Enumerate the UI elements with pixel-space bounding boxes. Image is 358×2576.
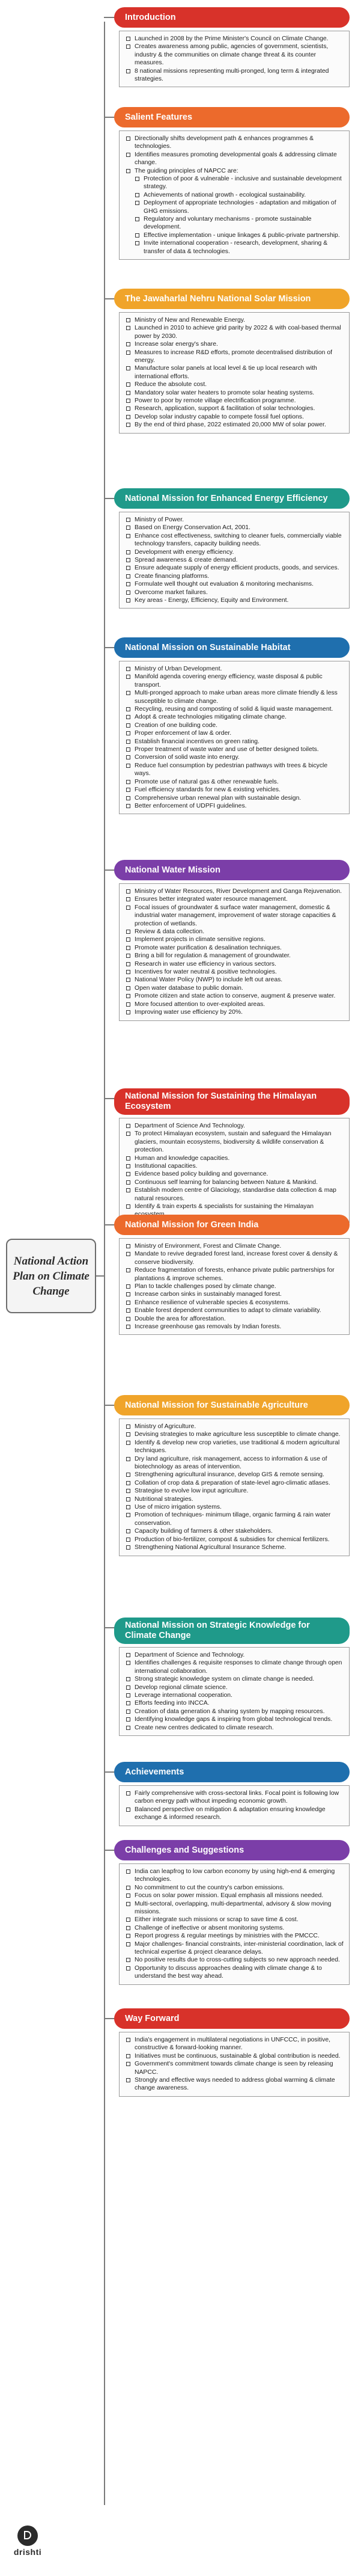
section-header xyxy=(114,1088,350,1115)
list-item: Government's commitment towards climate change is seen by releasing NAPCC. xyxy=(126,2060,344,2076)
section-introduction xyxy=(106,7,350,87)
list-item: Report progress & regular meetings by ministries with the PMCCC. xyxy=(126,1932,344,1940)
list-item: Ministry of Power. xyxy=(126,516,344,524)
list-item: Fairly comprehensive with cross-sectoral links. Focal point is following low carbon energy path without impeding economic growth. xyxy=(126,1789,344,1806)
list-item: Creates awareness among public, agencies of government, scientists, industry & the communities on climate change threat & its counter measures. xyxy=(126,43,344,67)
list-item: Incentives for water neutral & positive technologies. xyxy=(126,968,344,976)
list-item: Institutional capacities. xyxy=(126,1162,344,1170)
section-content-box xyxy=(119,312,350,434)
section-header xyxy=(114,1840,350,1860)
section-content-box xyxy=(119,661,350,814)
section-connector xyxy=(104,17,115,18)
section-title: Salient Features xyxy=(125,112,193,122)
list-item: Identifies challenges & requisite responses to climate change through open international collaboration. xyxy=(126,1659,344,1675)
list-item: Ministry of New and Renewable Energy. xyxy=(126,316,344,324)
section-connector xyxy=(104,1098,115,1099)
list-item: Promotion of techniques- minimum tillage, organic farming & rain water conservation. xyxy=(126,1511,344,1527)
list-item: Manifold agenda covering energy efficiency, waste disposal & public transport. xyxy=(126,673,344,689)
list-item: Strategise to evolve low input agriculture. xyxy=(126,1487,344,1495)
section-title: National Mission on Strategic Knowledge for Climate Change xyxy=(125,1621,310,1640)
list-item: Strengthening agricultural insurance, develop GIS & remote sensing. xyxy=(126,1471,344,1479)
list-item: Efforts feeding into INCCA. xyxy=(126,1699,344,1707)
bullet-list xyxy=(126,1651,344,1732)
list-item: Ministry of Environment, Forest and Climate Change. xyxy=(126,1242,344,1250)
list-item: Increase greenhouse gas removals by Indian forests. xyxy=(126,1323,344,1331)
list-item: Research, application, support & facilitation of solar technologies. xyxy=(126,405,344,412)
bullet-list xyxy=(126,1122,344,1219)
list-item: Create financing platforms. xyxy=(126,572,344,580)
list-item: Ensures better integrated water resource management. xyxy=(126,895,344,903)
section-title: National Mission for Enhanced Energy Efficiency xyxy=(125,493,328,503)
list-item: To protect Himalayan ecosystem, sustain and safeguard the Himalayan glaciers, mountain ecosystems, biodiversity & wildlife conservation & protection. xyxy=(126,1130,344,1154)
bullet-list xyxy=(126,888,344,1017)
list-item: Mandatory solar water heaters to promote solar heating systems. xyxy=(126,389,344,397)
section-header xyxy=(114,2008,350,2029)
bullet-list xyxy=(126,35,344,83)
section-title: National Water Mission xyxy=(125,865,220,875)
section-title: Way Forward xyxy=(125,2013,180,2023)
list-item: Recycling, reusing and composting of solid & liquid waste management. xyxy=(126,705,344,713)
list-item: Enhance cost effectiveness, switching to cleaner fuels, commercially viable technology transfers, capacity building needs. xyxy=(126,532,344,548)
section-title: Challenges and Suggestions xyxy=(125,1845,244,1855)
list-item: Invite international cooperation - research, development, sharing & transfer of data & technologies. xyxy=(126,239,344,256)
center-node xyxy=(6,1239,96,1313)
bullet-list xyxy=(126,1423,344,1552)
list-item: Identify & develop new crop varieties, use traditional & modern agricultural techniques. xyxy=(126,1439,344,1455)
section-title: Introduction xyxy=(125,12,176,22)
section-content-box xyxy=(119,1238,350,1335)
list-item: Proper treatment of waste water and use of better designed toilets. xyxy=(126,746,344,753)
section-sustainable-agriculture xyxy=(106,1395,350,1556)
list-item: Creation of data generation & sharing system by mapping resources. xyxy=(126,1708,344,1716)
list-item: No commitment to cut the country's carbon emissions. xyxy=(126,1884,344,1892)
section-connector xyxy=(104,1850,115,1851)
list-item: Challenge of ineffective or absent monitoring systems. xyxy=(126,1924,344,1932)
list-item: More focused attention to over-exploited areas. xyxy=(126,1001,344,1008)
list-item: Multi-pronged approach to make urban areas more climate friendly & less susceptible to climate change. xyxy=(126,689,344,705)
list-item: Continuous self learning for balancing between Nature & Mankind. xyxy=(126,1179,344,1186)
section-challenges xyxy=(106,1840,350,1985)
list-item: Improving water use efficiency by 20%. xyxy=(126,1008,344,1016)
list-item: India can leapfrog to low carbon economy by using high-end & emerging technologies. xyxy=(126,1868,344,1884)
list-item: Use of micro irrigation systems. xyxy=(126,1503,344,1511)
section-content-box xyxy=(119,512,350,609)
section-connector xyxy=(104,1771,115,1773)
section-content-box xyxy=(119,1785,350,1826)
list-item: Launched in 2008 by the Prime Minister's Council on Climate Change. xyxy=(126,35,344,43)
list-item: Ensure adequate supply of energy efficient products, goods, and services. xyxy=(126,564,344,572)
list-item: Major challenges- financial constraints, inter-ministerial coordination, lack of technical expertise & project clearance delays. xyxy=(126,1940,344,1957)
list-item: Enhance resilience of vulnerable species & ecosystems. xyxy=(126,1299,344,1307)
list-item: Measures to increase R&D efforts, promote decentralised distribution of energy. xyxy=(126,349,344,365)
section-connector xyxy=(104,117,115,118)
list-item: Collation of crop data & preparation of state-level agro-climatic atlases. xyxy=(126,1479,344,1487)
list-item: Identifies measures promoting developmental goals & addressing climate change. xyxy=(126,151,344,167)
section-water-mission xyxy=(106,860,350,1021)
section-title: Achievements xyxy=(125,1767,184,1777)
list-item: Develop regional climate science. xyxy=(126,1684,344,1691)
list-item: Establish modern centre of Glaciology, standardise data collection & map natural resources. xyxy=(126,1186,344,1203)
bullet-list xyxy=(126,665,344,810)
list-item: Research in water use efficiency in various sectors. xyxy=(126,960,344,968)
list-item: National Water Policy (NWP) to include left out areas. xyxy=(126,976,344,984)
list-item: Establish financial incentives on green rating. xyxy=(126,738,344,746)
section-title: National Mission for Sustainable Agriculture xyxy=(125,1400,308,1410)
section-content-box xyxy=(119,1418,350,1556)
list-item: Human and knowledge capacities. xyxy=(126,1155,344,1162)
section-strategic-knowledge xyxy=(106,1618,350,1736)
list-item: Capacity building of farmers & other stakeholders. xyxy=(126,1527,344,1535)
logo-mark-icon xyxy=(17,2525,38,2546)
drishti-logo xyxy=(10,2525,46,2574)
list-item: Formulate well thought out evaluation & monitoring mechanisms. xyxy=(126,580,344,588)
list-item: Reduce fuel consumption by pedestrian pathways with trees & bicycle ways. xyxy=(126,762,344,778)
list-item: Ministry of Urban Development. xyxy=(126,665,344,673)
list-item: Reduce fragmentation of forests, enhance private public partnerships for plantations & improve schemes. xyxy=(126,1266,344,1283)
list-item: No positive results due to cross-cutting subjects so new approach needed. xyxy=(126,1956,344,1964)
section-connector xyxy=(104,647,115,648)
section-content-box xyxy=(119,2032,350,2097)
bullet-list xyxy=(126,135,344,256)
section-connector xyxy=(104,1405,115,1406)
section-content-box xyxy=(119,31,350,87)
list-item: Develop solar industry capable to compete fossil fuel options. xyxy=(126,413,344,421)
list-item: Either integrate such missions or scrap to save time & cost. xyxy=(126,1916,344,1924)
section-himalayan-ecosystem xyxy=(106,1088,350,1223)
section-connector xyxy=(104,869,115,871)
list-item: Deployment of appropriate technologies - adaptation and mitigation of GHG emissions. xyxy=(126,199,344,215)
list-item: Initiatives must be continuous, sustainable & global contribution is needed. xyxy=(126,2052,344,2060)
list-item: Dry land agriculture, risk management, access to information & use of biotechnology as areas of intervention. xyxy=(126,1455,344,1471)
bullet-list xyxy=(126,1789,344,1822)
section-connector xyxy=(104,298,115,299)
list-item: Create new centres dedicated to climate research. xyxy=(126,1724,344,1732)
section-connector xyxy=(104,498,115,499)
list-item: Proper enforcement of law & order. xyxy=(126,729,344,737)
section-content-box xyxy=(119,883,350,1021)
list-item: By the end of third phase, 2022 estimated 20,000 MW of solar power. xyxy=(126,421,344,429)
section-green-india xyxy=(106,1215,350,1335)
section-connector xyxy=(104,1224,115,1225)
list-item: Fuel efficiency standards for new & existing vehicles. xyxy=(126,786,344,794)
list-item: The guiding principles of NAPCC are: xyxy=(126,167,344,175)
section-content-box xyxy=(119,1647,350,1736)
list-item: Ministry of Water Resources, River Development and Ganga Rejuvenation. xyxy=(126,888,344,895)
list-item: Protection of poor & vulnerable - inclusive and sustainable development strategy. xyxy=(126,175,344,191)
section-connector xyxy=(104,1627,115,1628)
list-item: Department of Science And Technology. xyxy=(126,1122,344,1130)
section-header xyxy=(114,289,350,309)
list-item: Strong strategic knowledge system on climate change is needed. xyxy=(126,1675,344,1683)
list-item: Ministry of Agriculture. xyxy=(126,1423,344,1431)
section-header xyxy=(114,637,350,658)
bullet-list xyxy=(126,1868,344,1981)
bullet-list xyxy=(126,316,344,429)
section-header xyxy=(114,1762,350,1782)
list-item: Open water database to public domain. xyxy=(126,984,344,992)
list-item: Balanced perspective on mitigation & adaptation ensuring knowledge exchange & informed research. xyxy=(126,1806,344,1822)
list-item: Promote water purification & desalination techniques. xyxy=(126,944,344,952)
list-item: Strongly and effective ways needed to address global warming & climate change awareness. xyxy=(126,2076,344,2093)
list-item: Overcome market failures. xyxy=(126,589,344,596)
list-item: Department of Science and Technology. xyxy=(126,1651,344,1659)
list-item: Power to poor by remote village electrification programme. xyxy=(126,397,344,405)
list-item: Enable forest dependent communities to adapt to climate variability. xyxy=(126,1307,344,1314)
section-salient-features xyxy=(106,107,350,260)
list-item: Review & data collection. xyxy=(126,928,344,936)
section-header xyxy=(114,488,350,509)
list-item: Launched in 2010 to achieve grid parity by 2022 & with coal-based thermal power by 2030. xyxy=(126,324,344,340)
list-item: Multi-sectoral, overlapping, multi-departmental, advisory & slow moving missions. xyxy=(126,1900,344,1916)
section-content-box xyxy=(119,130,350,260)
section-energy-efficiency xyxy=(106,488,350,609)
list-item: Focus on solar power mission. Equal emphasis all missions needed. xyxy=(126,1892,344,1900)
list-item: Better enforcement of UDPFI guidelines. xyxy=(126,802,344,810)
list-item: Achievements of national growth - ecological sustainability. xyxy=(126,191,344,199)
list-item: Creation of one building code. xyxy=(126,722,344,729)
list-item: Production of bio-fertilizer, compost & subsidies for chemical fertilizers. xyxy=(126,1536,344,1544)
list-item: Identify & train experts & specialists for sustaining the Himalayan xyxy=(126,1203,344,1219)
section-title: National Mission for Sustaining the Himalayan Ecosystem xyxy=(125,1091,317,1111)
list-item: Directionally shifts development path & enhances programmes & technologies. xyxy=(126,135,344,151)
section-connector xyxy=(104,2018,115,2019)
section-header xyxy=(114,107,350,127)
list-item: Nutritional strategies. xyxy=(126,1495,344,1503)
section-title: National Mission on Sustainable Habitat xyxy=(125,642,291,652)
list-item: India's engagement in multilateral negotiations in UNFCCC, in positive, constructive & forward-looking manner. xyxy=(126,2036,344,2052)
list-item: Bring a bill for regulation & management of groundwater. xyxy=(126,952,344,960)
list-item: Regulatory and voluntary mechanisms - promote sustainable development. xyxy=(126,215,344,232)
logo-wordmark: drishti xyxy=(13,2547,42,2557)
list-item: Comprehensive urban renewal plan with sustainable design. xyxy=(126,794,344,802)
connector-spine xyxy=(104,22,105,2505)
center-connector xyxy=(96,1275,105,1277)
list-item: 8 national missions representing multi-pronged, long term & integrated strategies. xyxy=(126,67,344,84)
section-way-forward xyxy=(106,2008,350,2097)
section-content-box xyxy=(119,1863,350,1985)
section-header xyxy=(114,1395,350,1415)
list-item: Strengthening National Agricultural Insurance Scheme. xyxy=(126,1544,344,1551)
list-item: Increase solar energy's share. xyxy=(126,340,344,348)
list-item: Based on Energy Conservation Act, 2001. xyxy=(126,524,344,532)
list-item: Effective implementation - unique linkages & public-private partnership. xyxy=(126,232,344,239)
list-item: Manufacture solar panels at local level & tie up local research with international efforts. xyxy=(126,364,344,381)
section-content-box xyxy=(119,1118,350,1223)
bullet-list xyxy=(126,2036,344,2093)
list-item: Implement projects in climate sensitive regions. xyxy=(126,936,344,943)
section-header xyxy=(114,7,350,28)
list-item: Key areas - Energy, Efficiency, Equity and Environment. xyxy=(126,596,344,604)
list-item: Plan to tackle challenges posed by climate change. xyxy=(126,1283,344,1290)
list-item: Leverage international cooperation. xyxy=(126,1691,344,1699)
section-title: National Mission for Green India xyxy=(125,1219,259,1230)
section-solar-mission xyxy=(106,289,350,434)
list-item: Conversion of solid waste into energy. xyxy=(126,753,344,761)
list-item: Development with energy efficiency. xyxy=(126,548,344,556)
list-item: Evidence based policy building and governance. xyxy=(126,1170,344,1178)
section-achievements xyxy=(106,1762,350,1826)
section-header xyxy=(114,860,350,880)
section-title: The Jawaharlal Nehru National Solar Mission xyxy=(125,293,311,304)
list-item: Reduce the absolute cost. xyxy=(126,381,344,388)
list-item: Focal issues of groundwater & surface water management, domestic & industrial water management, improvement of water storage capacities & protection of wetlands. xyxy=(126,904,344,928)
list-item: Adopt & create technologies mitigating climate change. xyxy=(126,713,344,721)
section-header xyxy=(114,1215,350,1235)
list-item: Promote use of natural gas & other renewable fuels. xyxy=(126,778,344,786)
list-item: Promote citizen and state action to conserve, augment & preserve water. xyxy=(126,992,344,1000)
list-item: Increase carbon sinks in sustainably managed forest. xyxy=(126,1290,344,1298)
list-item: Spread awareness & create demand. xyxy=(126,556,344,564)
list-item: Opportunity to discuss approaches dealing with climate change & to understand the best way ahead. xyxy=(126,1964,344,1981)
list-item: Double the area for afforestation. xyxy=(126,1315,344,1323)
list-item: Identifying knowledge gaps & inspiring from global technological trends. xyxy=(126,1716,344,1723)
center-title: National Action Plan on Climate Change xyxy=(13,1254,90,1298)
list-item: Devising strategies to make agriculture less susceptible to climate change. xyxy=(126,1431,344,1438)
bullet-list xyxy=(126,516,344,604)
section-header xyxy=(114,1618,350,1644)
list-item: Mandate to revive degraded forest land, increase forest cover & density & conserve biodiversity. xyxy=(126,1250,344,1266)
section-sustainable-habitat xyxy=(106,637,350,814)
bullet-list xyxy=(126,1242,344,1331)
